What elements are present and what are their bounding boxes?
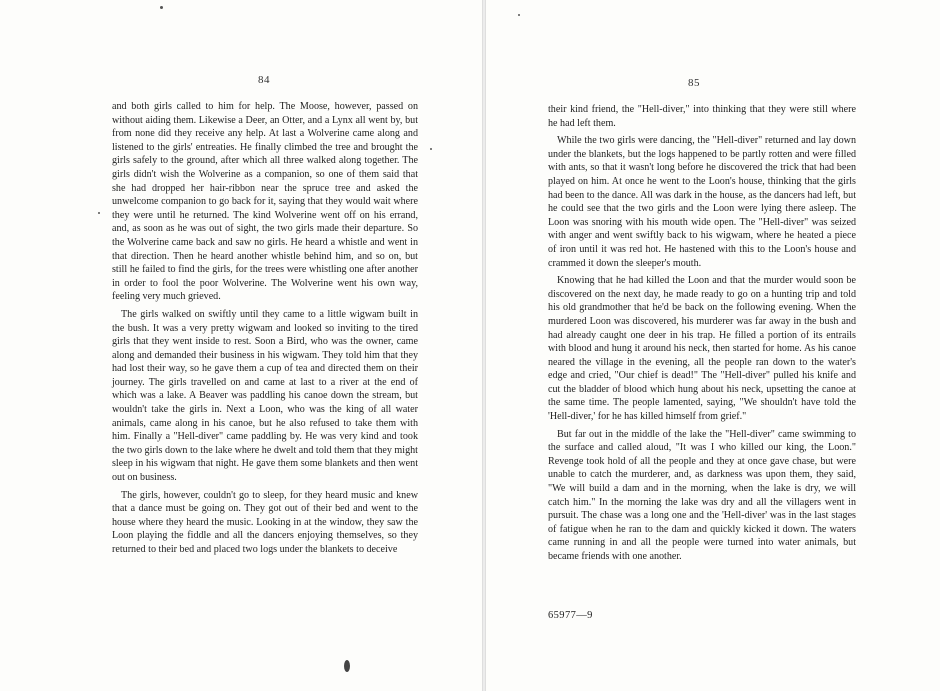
right-page-text [548,103,856,568]
right-page [488,0,940,691]
page-number-right: 85 [688,77,700,89]
paragraph: and both girls called to him for help. The Moose, however, passed on without aiding them. Likewise a Deer, an Otter, and a Lynx all went by, but from none did they receive any help. At last a Wolverine came along and listened to the girls' entreaties. He finally climbed the tree and brought the girls safely to the ground, after which all three walked along together. The girls didn't wish the Wolverine as a companion, so one of them said that she had dropped her hair-ribbon near the spruce tree and asked the unwelcome companion to go back for it, saying that they would wait where they were until he returned. The kind Wolverine went off on his errand, and, as soon as he was out of sight, the two girls made their departure. So the Wolverine came back and saw no girls. He heard a whistle and went in that direction. Then he heard another whistle behind him, and so on, but still he failed to find the girls, for the trees were whistling one after another in order to fool the poor Wolverine. The Wolverine went his own way, feeling very much grieved. [112,101,418,303]
scan-speck [98,212,100,214]
paragraph: The girls walked on swiftly until they came to a little wigwam built in the bush. It was a very pretty wigwam and looked so inviting to the tired girls that they went inside to rest. Soon a Bird, who was the owner, came along and demanded their business in his wigwam. They told him that they had lost their way, so he gave them a cup of tea and directed them on their journey. The girls travelled on and came at last to a river at the end of which was a lake. A Beaver was paddling his canoe down the stream, but wouldn't take the girls in. Next a Loon, who was the king of all water animals, came along in his canoe, but he also refused to take them with him. Finally a "Hell-diver" came paddling by. He was very kind and took the two girls down to the lake where he dwelt and told them that they might sleep in his wigwam that night. He gave them some blankets and then went out on business. [112,308,418,484]
page-number-left: 84 [258,74,270,86]
paragraph: The girls, however, couldn't go to sleep, for they heard music and knew that a dance must be going on. They got out of their bed and went to the house where they heard the music. Looking in at the window, they saw the Loon playing the fiddle and all the dancers enjoying themselves, so they returned to their bed and placed two logs under the blankets to deceive [112,489,418,555]
scan-speck [344,660,350,672]
scan-speck [430,148,432,150]
left-page-text [112,100,418,561]
book-gutter [482,0,486,691]
scan-speck [518,14,520,16]
paragraph: While the two girls were dancing, the "Hell-diver" returned and lay down under the blankets, but the logs happened to be partly rotten and were filled with ants, so that it wasn't long before he discovered the trick that had been played on him. At once he went to the Loon's house, thinking that the girls had been to the dance. All was dark in the house, as the dancers had left, but he could see that the two girls and the Loon were lying there asleep. The Loon was snoring with his mouth wide open. The "Hell-diver" was seized with anger and went swiftly back to his wigwam, where he heated a piece of iron until it was red hot. He hastened with this to the Loon's house and crammed it down the sleeper's mouth. [548,135,856,269]
paragraph: But far out in the middle of the lake the "Hell-diver" came swimming to the surface and called aloud, "It was I who killed our king, the Loon." Revenge took hold of all the people and they at once gave chase, but were unable to catch the murderer, and, as darkness was upon them, they said, "We will build a dam and in the morning, when the lake is dry, we will catch him." In the morning the lake was dry and all the villagers went in pursuit. The chase was a long one and the 'Hell-diver' was in the last stages of fatigue when he ran to the dam and quickly kicked it down. The waters came running in and all the people were turned into water animals, but became friends with one another. [548,428,856,562]
printer-signature: 65977—9 [548,610,593,621]
paragraph: their kind friend, the "Hell-diver," into thinking that they were still where he had left them. [548,104,856,129]
paragraph: Knowing that he had killed the Loon and that the murder would soon be discovered on the next day, he made ready to go on a hunting trip and told his old grandmother that he'd be back on the following evening. When the murdered Loon was discovered, his murderer was far away in the bush and had already caught one deer in his trap. He filled a portion of its entrails with blood and hung it around his neck, then started for home. As his canoe neared the village in the evening, all the people ran down to the water's edge and cried, "Our chief is dead!" The "Hell-diver" pulled his knife and cut the bladder of blood which hung about his neck, upsetting the canoe at the same time. The people lamented, saying, "We shouldn't have told the 'Hell-diver,' for he has killed himself from grief." [548,275,856,423]
scan-speck [160,6,163,9]
